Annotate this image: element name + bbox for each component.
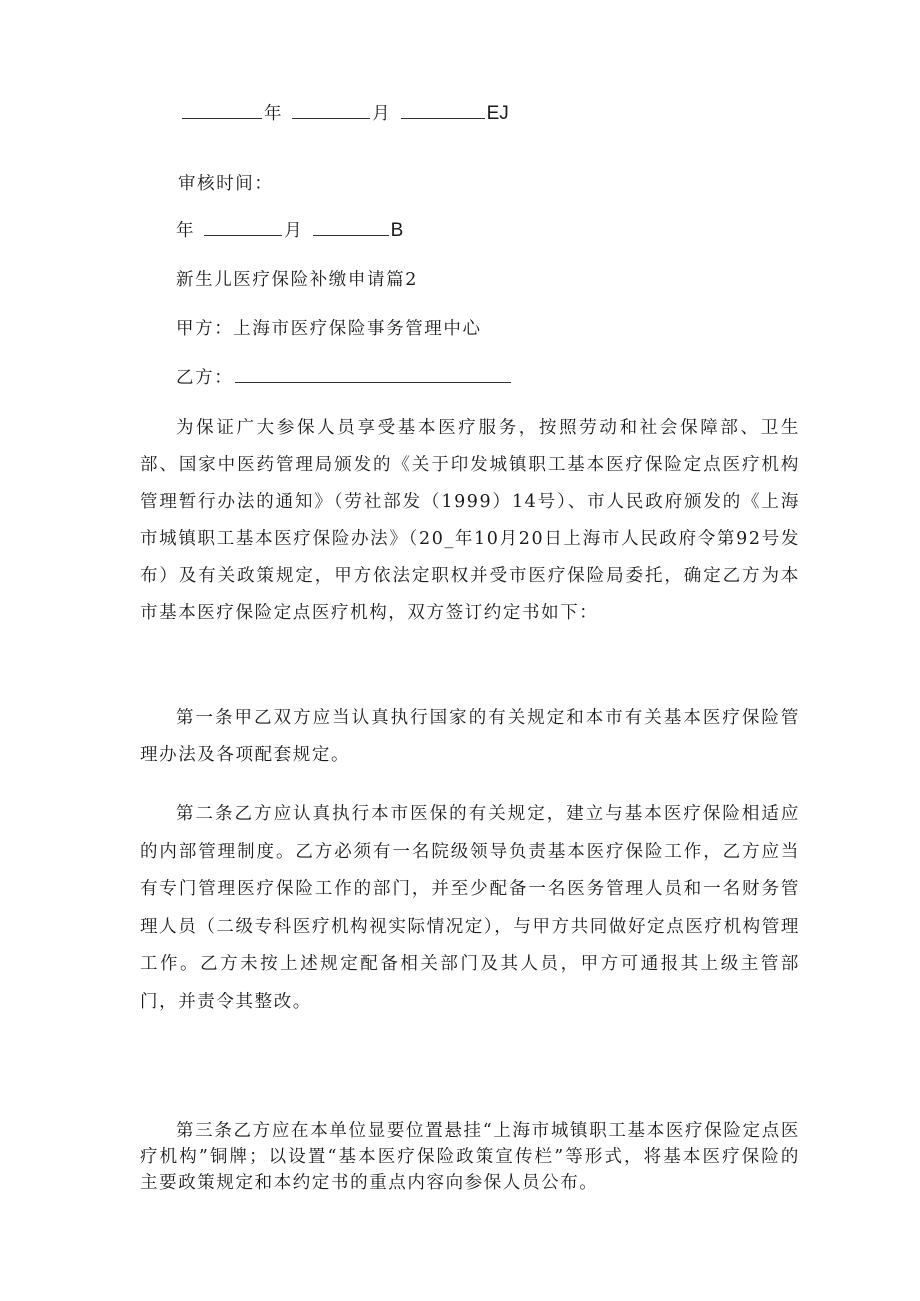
year-label-1: 年 [264,104,284,124]
year-blank-1 [182,102,262,119]
article-3-paragraph: 第三条乙方应在本单位显要位置悬挂“上海市城镇职工基本医疗保险定点医疗机构”铜牌；以设置“基本医疗保险政策宣传栏”等形式，将基本医疗保险的主要政策规定和本约定书的重点内容向参保人员公布。 [140,1121,800,1193]
month-label-2: 月 [284,221,304,241]
party-b [176,366,513,390]
day-label-1: EJ [486,103,509,124]
party-a: 甲方：上海市医疗保险事务管理中心 [176,319,482,339]
review-time-label: 审核时间： [178,174,274,194]
day-blank-2 [313,219,389,236]
date-line-2 [176,219,403,243]
party-b-label: 乙方： [176,368,234,388]
day-label-2: B [390,220,404,241]
article-2-paragraph: 第二条乙方应认真执行本市医保的有关规定，建立与基本医疗保险相适应的内部管理制度。乙方必须有一名院级领导负责基本医疗保险工作，乙方应当有专门管理医疗保险工作的部门，并至少配备一名医务管理人员和一名财务管理人员（二级专科医疗机构视实际情况定），与甲方共同做好定点医疗机构管理工作。乙方未按上述规定配备相关部门及其人员，甲方可通报其上级主管部门，并责令其整改。 [140,804,800,1012]
party-b-blank [235,366,511,383]
intro-paragraph: 为保证广大参保人员享受基本医疗服务，按照劳动和社会保障部、卫生部、国家中医药管理局颁发的《关于印发城镇职工基本医疗保险定点医疗机构管理暂行办法的通知》（劳社部发（1999）14号）、市人民政府颁发的《上海市城镇职工基本医疗保险办法》（20_年10月20日上海市人民政府令第92号发布）及有关政策规定，甲方依法定职权并受市医疗保险局委托，确定乙方为本市基本医疗保险定点医疗机构，双方签订约定书如下： [140,418,800,623]
month-blank-2 [204,219,282,236]
article-1-paragraph: 第一条甲乙双方应当认真执行国家的有关规定和本市有关基本医疗保险管理办法及各项配套规定。 [140,708,800,765]
month-blank-1 [292,102,370,119]
section-title: 新生儿医疗保险补缴申请篇2 [176,270,418,290]
date-line-1 [180,102,509,126]
day-blank-1 [401,102,485,119]
year-label-2: 年 [176,221,196,241]
month-label-1: 月 [372,104,392,124]
